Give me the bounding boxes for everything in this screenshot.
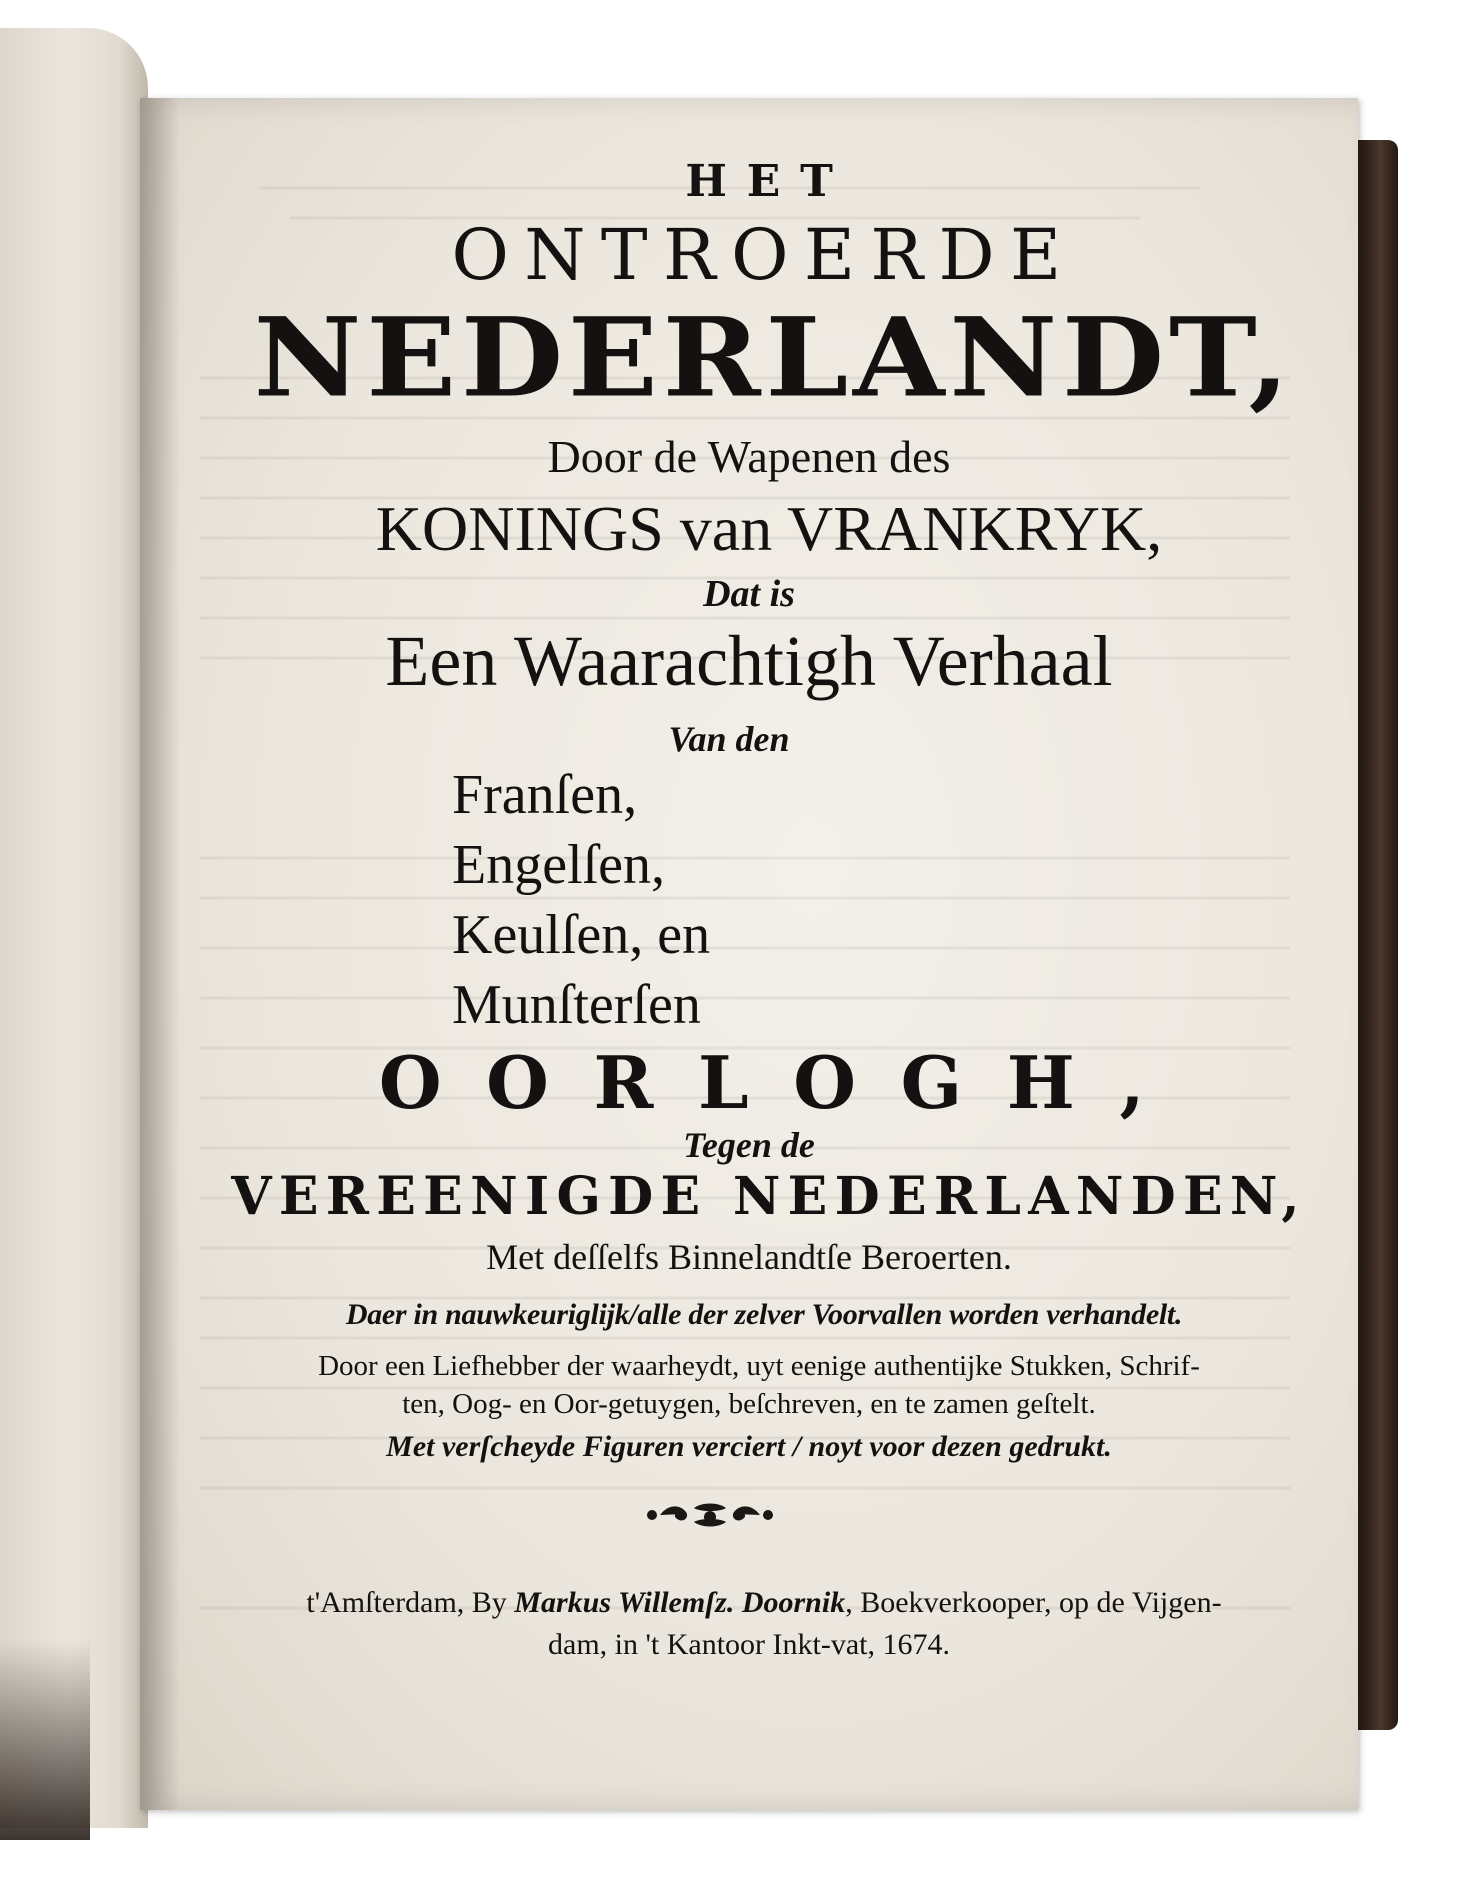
- nation-line: Munſterſen: [452, 974, 701, 1036]
- blackletter-daer-in: Daer in nauwkeuriglijk/alle der zelver Voorvallen worden verhandelt.: [345, 1298, 1183, 1331]
- subtitle-konings: KONINGS van VRANKRYK,: [375, 493, 1163, 564]
- blackletter-van-den: Van den: [668, 719, 790, 759]
- title-het: HET: [685, 156, 853, 207]
- binding-edge: [0, 1640, 90, 1840]
- blackletter-dat-is: Dat is: [703, 573, 795, 615]
- title-oorlogh: OORLOGH,: [378, 1040, 1190, 1125]
- subtitle-door-de-wapenen: Door de Wapenen des: [547, 431, 951, 482]
- nation-line: Engelſen,: [452, 834, 666, 896]
- printers-ornament-icon: [640, 1500, 780, 1530]
- author-line-1: Door een Liefhebber der waarheydt, uyt eenige authentijke Stukken, Schrif-: [318, 1350, 1200, 1382]
- blackletter-tegen-de: Tegen de: [683, 1125, 815, 1165]
- title-vereenigde: VEREENIGDE NEDERLANDEN,: [231, 1166, 1307, 1227]
- facing-page: [0, 28, 148, 1828]
- imprint-printer: Markus Willemſz. Doornik: [514, 1586, 846, 1619]
- nation-line: Keulſen, en: [452, 904, 711, 966]
- imprint-line-2: dam, in 't Kantoor Inkt-vat, 1674.: [548, 1628, 950, 1661]
- author-line-2: ten, Oog- en Oor-getuygen, beſchreven, en te zamen geſtelt.: [402, 1388, 1096, 1420]
- subtitle-binnelandtse: Met deſſelfs Binnelandtſe Beroerten.: [486, 1237, 1012, 1277]
- imprint-line-1: [140, 1586, 1358, 1620]
- title-ontroerde: ONTROERDE: [451, 214, 1077, 296]
- nations-list: [452, 760, 710, 1040]
- subtitle-verhaal: Een Waarachtigh Verhaal: [385, 621, 1113, 701]
- imprint-place: t'Amſterdam, By: [306, 1586, 507, 1619]
- nation-line: Franſen,: [452, 764, 638, 826]
- imprint-trade: , Boekverkooper, op de Vijgen-: [845, 1586, 1222, 1619]
- blackletter-verciert: Met verſcheyde Figuren verciert / noyt voor dezen gedrukt.: [386, 1430, 1112, 1463]
- title-nederlandt: NEDERLANDT,: [253, 293, 1295, 422]
